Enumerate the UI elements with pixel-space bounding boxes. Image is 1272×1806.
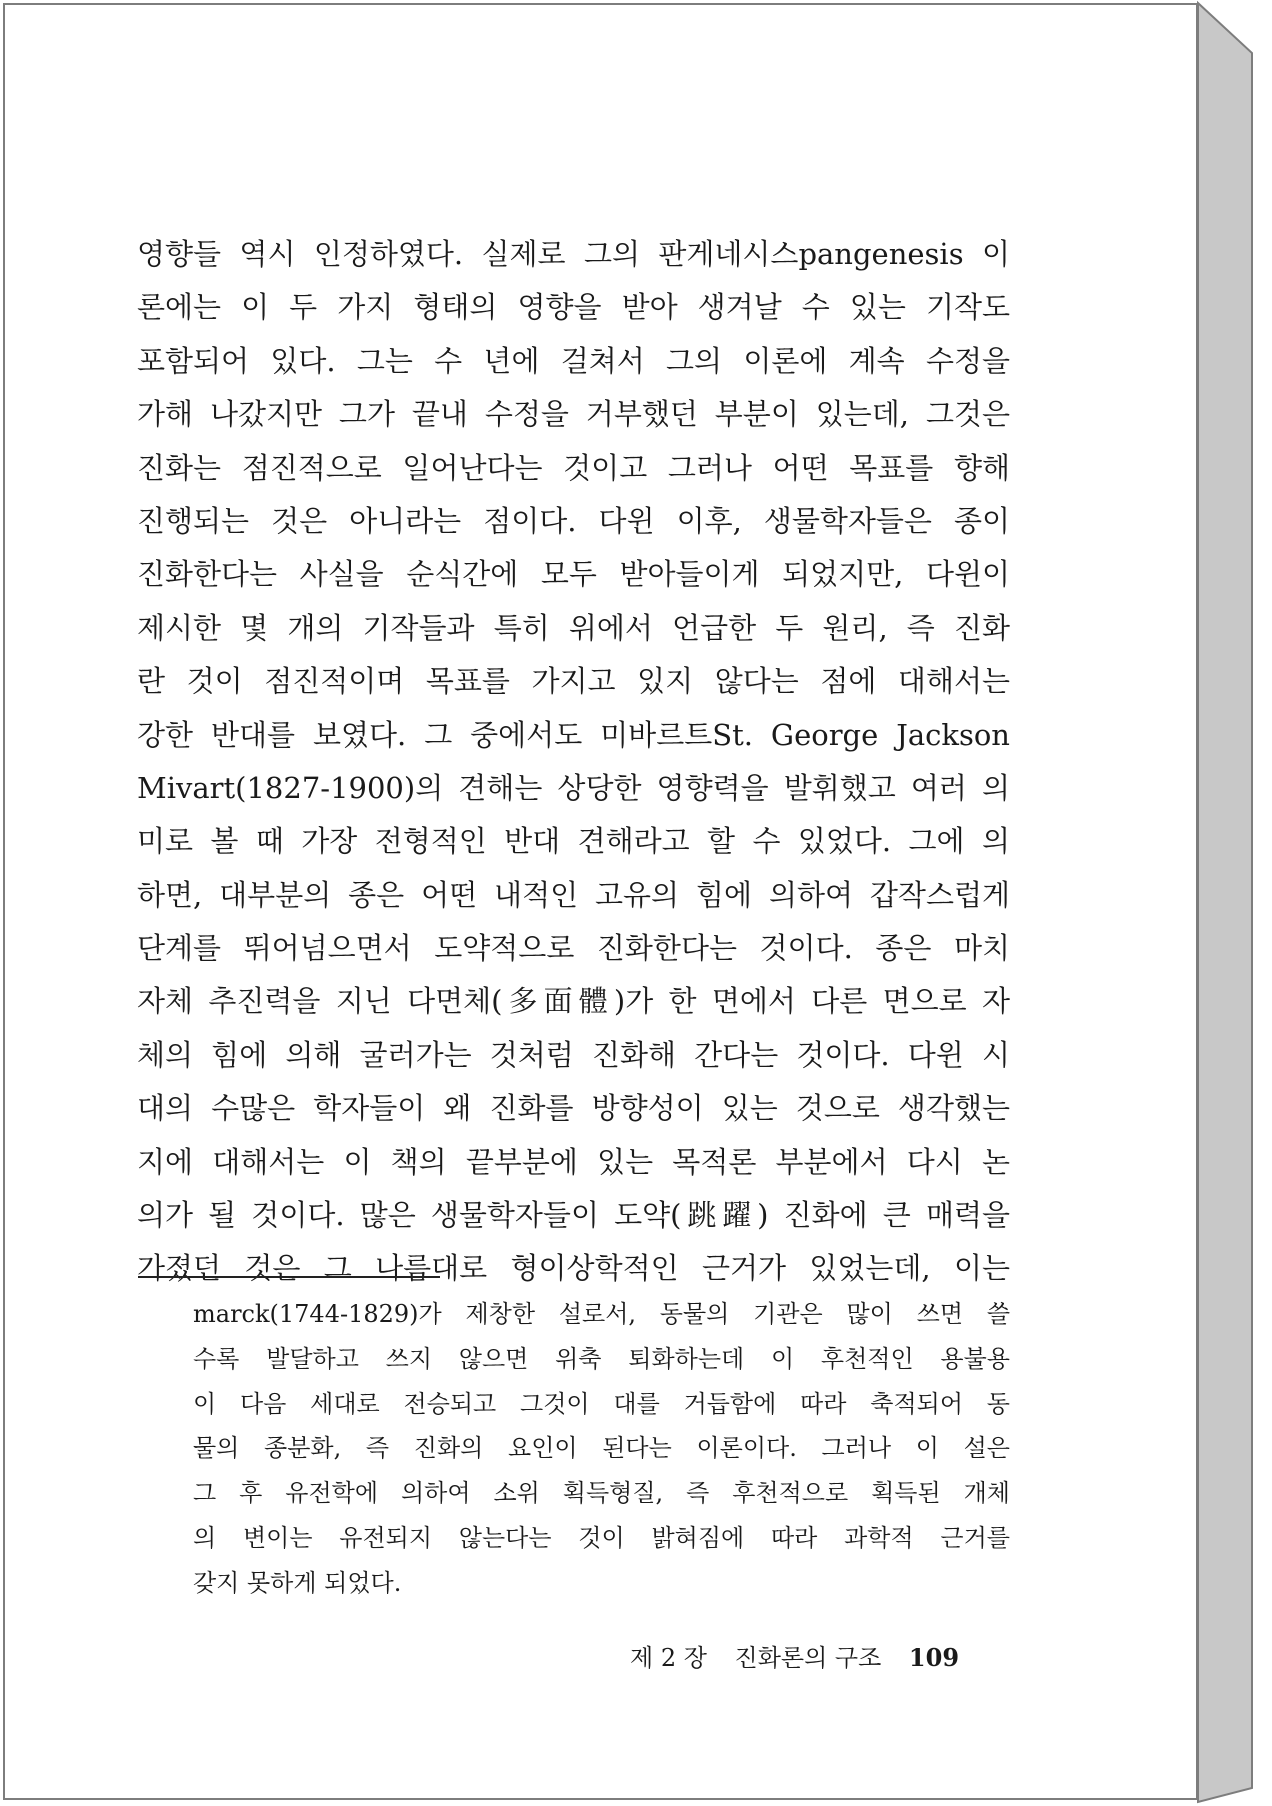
body-text	[137, 228, 1010, 1296]
body-line: 제시한 몇 개의 기작들과 특히 위에서 언급한 두 원리, 즉 진화	[137, 610, 1010, 645]
footnote-line: 갖지 못하게 되었다.	[193, 1568, 402, 1597]
running-footer	[630, 1638, 1010, 1678]
footnote	[193, 1292, 1010, 1606]
chapter-label: 제 2 장	[630, 1644, 707, 1672]
body-line: 진행되는 것은 아니라는 점이다. 다윈 이후, 생물학자들은 종이	[137, 503, 1010, 538]
body-line: 하면, 대부분의 종은 어떤 내적인 고유의 힘에 의하여 갑작스럽게	[137, 877, 1010, 912]
body-line: 단계를 뛰어넘으면서 도약적으로 진화한다는 것이다. 종은 마치	[137, 931, 1010, 966]
body-line: 영향들 역시 인정하였다. 실제로 그의 판게네시스pangenesis 이	[137, 237, 1010, 271]
body-line: 진화한다는 사실을 순식간에 모두 받아들이게 되었지만, 다윈이	[137, 557, 1010, 592]
body-line: 가해 나갔지만 그가 끝내 수정을 거부했던 부분이 있는데, 그것은	[137, 397, 1010, 432]
footnote-line: 물의 종분화, 즉 진화의 요인이 된다는 이론이다. 그러나 이 설은	[193, 1434, 1010, 1463]
body-line: 강한 반대를 보였다. 그 중에서도 미바르트St. George Jackson	[137, 717, 1010, 752]
section-title: 진화론의 구조	[734, 1644, 882, 1672]
body-line: 란 것이 점진적이며 목표를 가지고 있지 않다는 점에 대해서는	[137, 664, 1010, 699]
body-line: 의가 될 것이다. 많은 생물학자들이 도약(跳躍) 진화에 큰 매력을	[137, 1198, 1010, 1233]
body-line: 진화는 점진적으로 일어난다는 것이고 그러나 어떤 목표를 향해	[137, 450, 1010, 485]
body-line: 지에 대해서는 이 책의 끝부분에 있는 목적론 부분에서 다시 논	[137, 1144, 1010, 1179]
body-line: Mivart(1827-1900)의 견해는 상당한 영향력을 발휘했고 여러 의	[137, 770, 1010, 805]
footnote-divider	[138, 1276, 440, 1278]
footnote-line: 수록 발달하고 쓰지 않으면 위축 퇴화하는데 이 후천적인 용불용	[193, 1344, 1010, 1373]
body-line: 자체 추진력을 지닌 다면체(多面體)가 한 면에서 다른 면으로 자	[137, 984, 1010, 1019]
footnote-line: 의 변이는 유전되지 않는다는 것이 밝혀짐에 따라 과학적 근거를	[193, 1523, 1010, 1552]
body-line: 론에는 이 두 가지 형태의 영향을 받아 생겨날 수 있는 기작도	[137, 290, 1010, 325]
footnote-line: marck(1744-1829)가 제창한 설로서, 동물의 기관은 많이 쓰면 쓸	[193, 1300, 1010, 1328]
page-number: 109	[908, 1643, 960, 1672]
body-line: 가졌던 것은 그 나름대로 형이상학적인 근거가 있었는데, 이는	[137, 1251, 1010, 1286]
body-line: 포함되어 있다. 그는 수 년에 걸쳐서 그의 이론에 계속 수정을	[137, 343, 1010, 378]
body-line: 체의 힘에 의해 굴러가는 것처럼 진화해 간다는 것이다. 다윈 시	[137, 1037, 1010, 1072]
footnote-line: 이 다음 세대로 전승되고 그것이 대를 거듭함에 따라 축적되어 동	[193, 1389, 1010, 1418]
body-line: 미로 볼 때 가장 전형적인 반대 견해라고 할 수 있었다. 그에 의	[137, 824, 1010, 859]
body-line: 대의 수많은 학자들이 왜 진화를 방향성이 있는 것으로 생각했는	[137, 1091, 1010, 1126]
footnote-line: 그 후 유전학에 의하여 소위 획득형질, 즉 후천적으로 획득된 개체	[193, 1479, 1010, 1508]
